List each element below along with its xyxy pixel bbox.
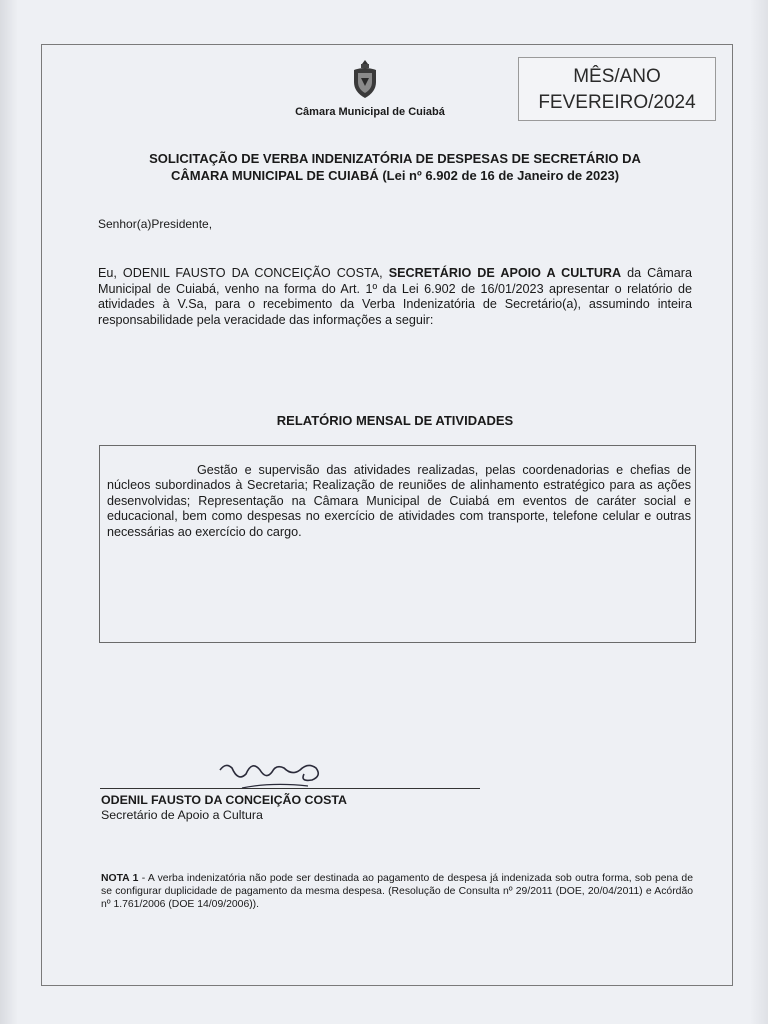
month-year-box bbox=[518, 57, 716, 121]
greeting: Senhor(a)Presidente, bbox=[98, 217, 213, 231]
report-heading: RELATÓRIO MENSAL DE ATIVIDADES bbox=[276, 413, 514, 428]
report-text: Gestão e supervisão das atividades realizadas, pelas coordenadorias e chefias de núcleos subordinados à Secretaria; Realização de reuniões de alinhamento estratégico para as ações desenvolvidas; Representação na Câmara Municipal de Cuiabá em eventos de caráter social e educacional, bem como despesas no exercício de atividades com transporte, telefone celular e outras necessárias ao exercício do cargo. bbox=[107, 463, 691, 539]
month-year-label: MÊS/ANO bbox=[573, 66, 661, 87]
intro-suffix: da Câmara Municipal de Cuiabá, venho na forma do Art. 1º da Lei 6.902 de 16/01/2023 apresentar o relatório de atividades à V.Sa, para o recebimento da Verba Indenizatória de Secretário(a), assumindo inteira responsabilidade pela veracidade das informações a seguir: bbox=[98, 266, 692, 327]
footnote bbox=[101, 872, 693, 911]
coat-of-arms-icon bbox=[349, 58, 381, 100]
intro-prefix: Eu, ODENIL FAUSTO DA CONCEIÇÃO COSTA, bbox=[98, 266, 389, 280]
title-line-2: CÂMARA MUNICIPAL DE CUIABÁ (Lei nº 6.902 de 16 de Janeiro de 2023) bbox=[170, 168, 620, 183]
signature-line bbox=[100, 788, 480, 789]
intro-role: SECRETÁRIO DE APOIO A CULTURA bbox=[388, 266, 622, 280]
document-title bbox=[95, 150, 695, 184]
intro-paragraph bbox=[98, 266, 692, 328]
month-year-value: FEVEREIRO/2024 bbox=[538, 92, 696, 113]
signer-name: ODENIL FAUSTO DA CONCEIÇÃO COSTA bbox=[101, 793, 347, 807]
institution-name: Câmara Municipal de Cuiabá bbox=[295, 106, 445, 118]
title-line-1: SOLICITAÇÃO DE VERBA INDENIZATÓRIA DE DESPESAS DE SECRETÁRIO DA bbox=[149, 151, 641, 166]
note-text: - A verba indenizatória não pode ser destinada ao pagamento de despesa já indenizada sob outra forma, sob pena de se configurar duplicidade de pagamento da mesma despesa. (Resolução de Consulta nº 29/2011 (DOE, 20/04/2011) e Acórdão nº 1.761/2006 (DOE 14/09/2006)). bbox=[101, 873, 693, 910]
note-label: NOTA 1 bbox=[101, 873, 139, 884]
signer-role: Secretário de Apoio a Cultura bbox=[101, 808, 263, 822]
